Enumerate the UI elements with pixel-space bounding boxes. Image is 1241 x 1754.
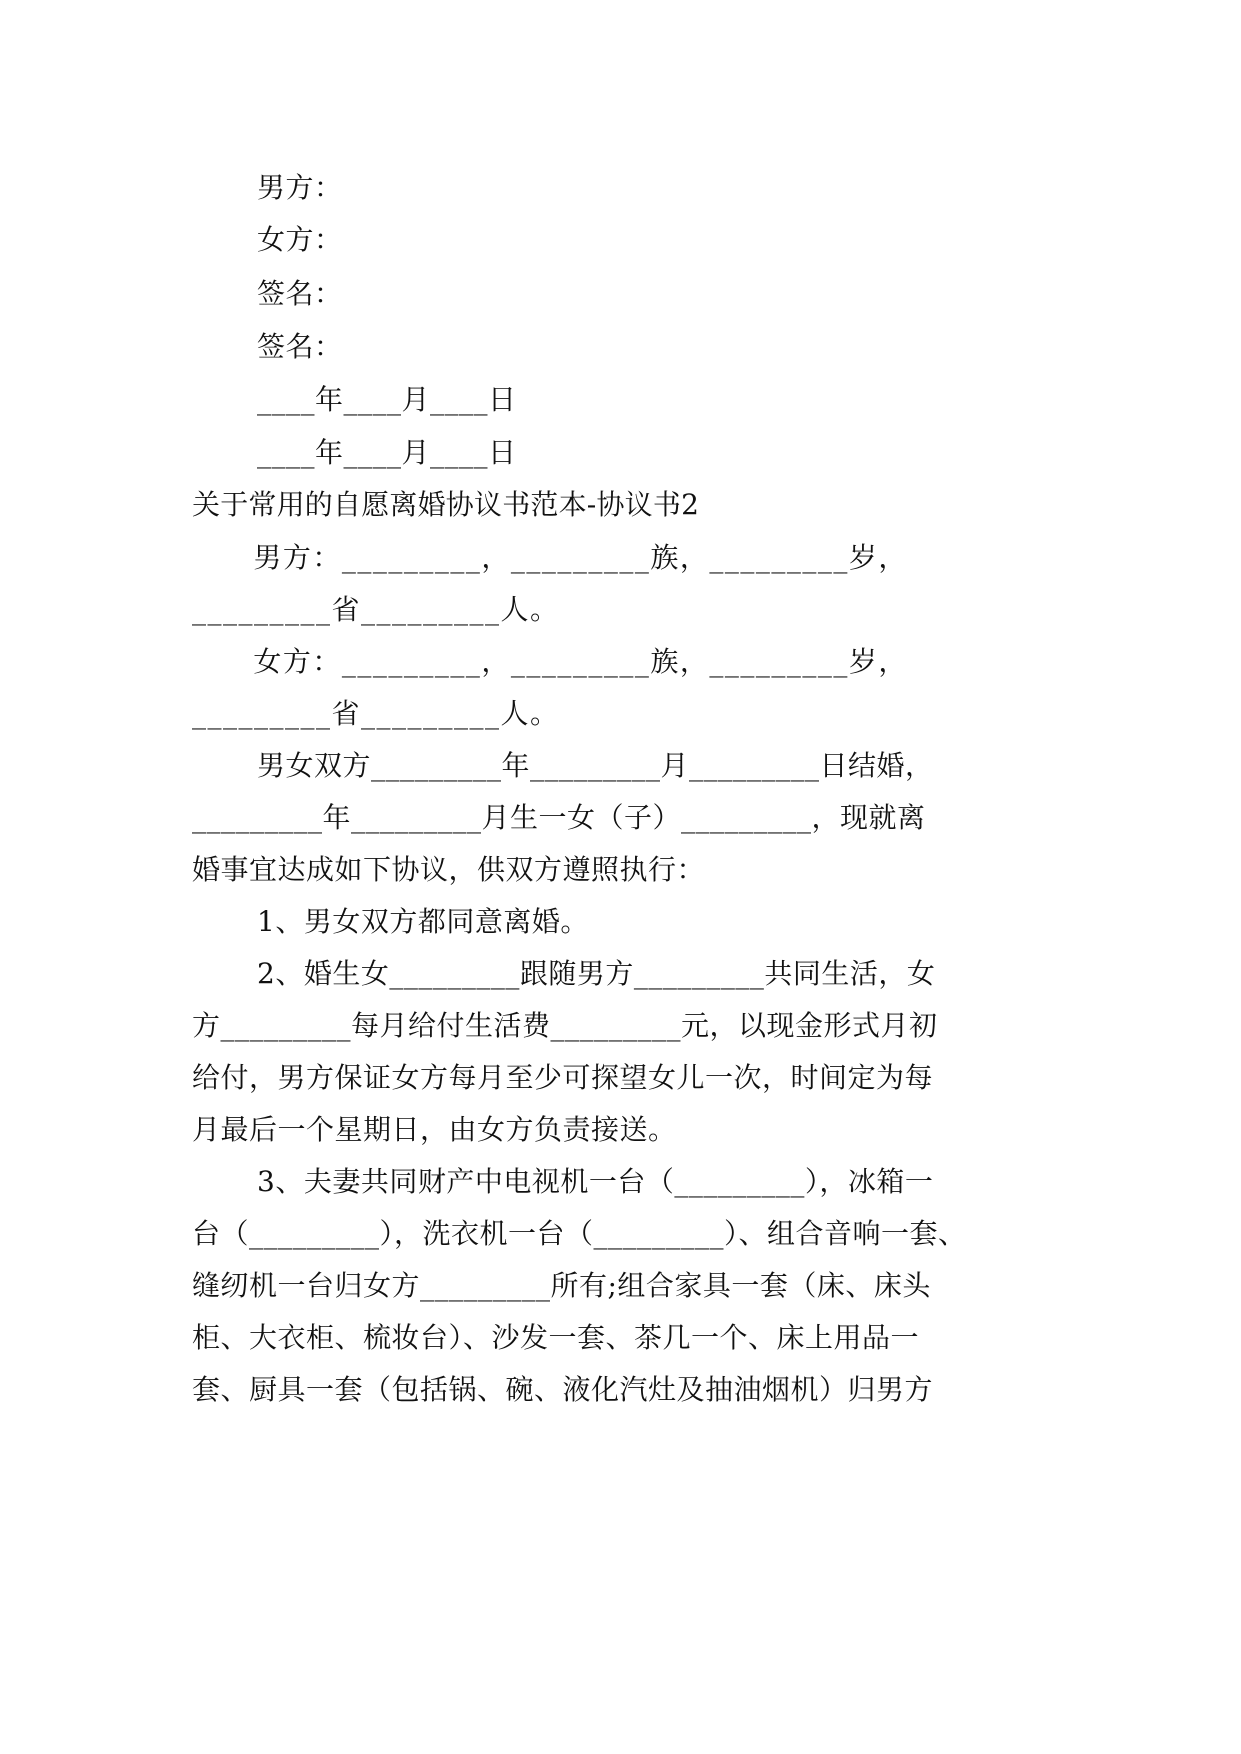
marriage-date-line: 男女双方_________年_________月_________日结婚， bbox=[257, 749, 934, 782]
clause-3-line-5: 套、厨具一套（包括锅、碗、液化汽灶及抽油烟机）归男方 bbox=[192, 1373, 934, 1406]
male-party-details: 男方：_________，_________族，_________岁， bbox=[243, 541, 908, 574]
signature-label-1: 签名： bbox=[257, 277, 343, 310]
clause-3-line-3: 缝纫机一台归女方_________所有;组合家具一套（床、床头 bbox=[192, 1269, 931, 1302]
agreement-intro-line: 婚事宜达成如下协议，供双方遵照执行： bbox=[192, 853, 706, 886]
clause-3-line-2: 台（_________），洗衣机一台（_________）、组合音响一套、 bbox=[192, 1217, 967, 1250]
clause-2-line-2: 方_________每月给付生活费_________元，以现金形式月初 bbox=[192, 1009, 938, 1042]
clause-3-line-4: 柜、大衣柜、梳妆台）、沙发一套、茶几一个、床上用品一 bbox=[192, 1321, 920, 1354]
child-birth-line: _________年_________月生一女（子）_________，现就离 bbox=[192, 801, 926, 834]
section-title: 关于常用的自愿离婚协议书范本-协议书2 bbox=[192, 488, 700, 521]
clause-2-line-4: 月最后一个星期日，由女方负责接送。 bbox=[192, 1113, 677, 1146]
signature-label-2: 签名： bbox=[257, 330, 343, 363]
date-line-1: ____年____月____日 bbox=[257, 383, 517, 416]
female-party-label: 女方： bbox=[257, 223, 343, 256]
date-line-2: ____年____月____日 bbox=[257, 436, 517, 469]
clause-3-line-1: 3、夫妻共同财产中电视机一台（_________），冰箱一 bbox=[257, 1165, 934, 1198]
clause-2-line-1: 2、婚生女_________跟随男方_________共同生活，女 bbox=[257, 957, 936, 990]
clause-1: 1、男女双方都同意离婚。 bbox=[257, 905, 589, 938]
male-party-origin: _________省_________人。 bbox=[192, 593, 560, 626]
male-party-label: 男方： bbox=[257, 171, 343, 204]
female-party-details: 女方：_________，_________族，_________岁， bbox=[243, 645, 908, 678]
female-party-origin: _________省_________人。 bbox=[192, 697, 560, 730]
clause-2-line-3: 给付，男方保证女方每月至少可探望女儿一次，时间定为每 bbox=[192, 1061, 934, 1094]
